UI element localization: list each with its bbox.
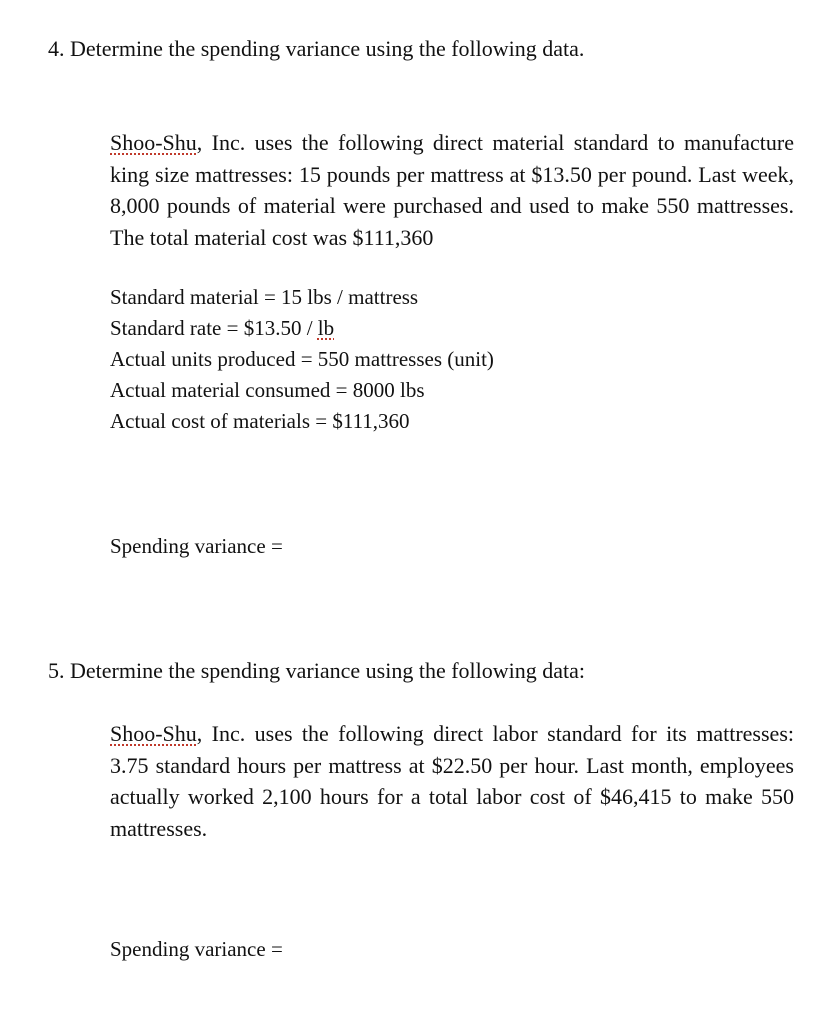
question-4-heading: 4. Determine the spending variance using the following data. (48, 36, 585, 61)
question-4-answer-label: Spending variance = (110, 534, 283, 558)
question-5-paragraph (110, 718, 794, 844)
question-4-company-name: Shoo-Shu (110, 130, 197, 155)
standard-rate-unit: lb (317, 316, 335, 340)
question-5-company-name: Shoo-Shu (110, 721, 197, 746)
question-5-heading: 5. Determine the spending variance using the following data: (48, 658, 586, 683)
standard-rate-text: Standard rate = $13.50 / (110, 316, 318, 340)
actual-consumed-line: Actual material consumed = 8000 lbs (110, 378, 425, 402)
actual-cost-line: Actual cost of materials = $111,360 (110, 409, 410, 433)
standard-material-line: Standard material = 15 lbs / mattress (110, 285, 419, 309)
question-5-answer-label: Spending variance = (110, 937, 283, 961)
question-5-paragraph-text: , Inc. uses the following direct labor standard for its mattresses: 3.75 standard hours per mattress at $22.50 per hour. Last month, employees actually worked 2,100 hours for a total labor cost of $46,415 to make 550 mattresses. (110, 721, 794, 841)
question-4-paragraph-text: , Inc. uses the following direct material standard to manufacture king size mattresses: 15 pounds per mattress at $13.50 per pound. Last week, 8,000 pounds of material were purchased and used to make 550 mattresses. The total material cost was $111,360 (110, 130, 794, 250)
question-4-paragraph (110, 127, 794, 253)
actual-units-line: Actual units produced = 550 mattresses (unit) (110, 347, 494, 371)
standard-rate-line (110, 316, 334, 341)
